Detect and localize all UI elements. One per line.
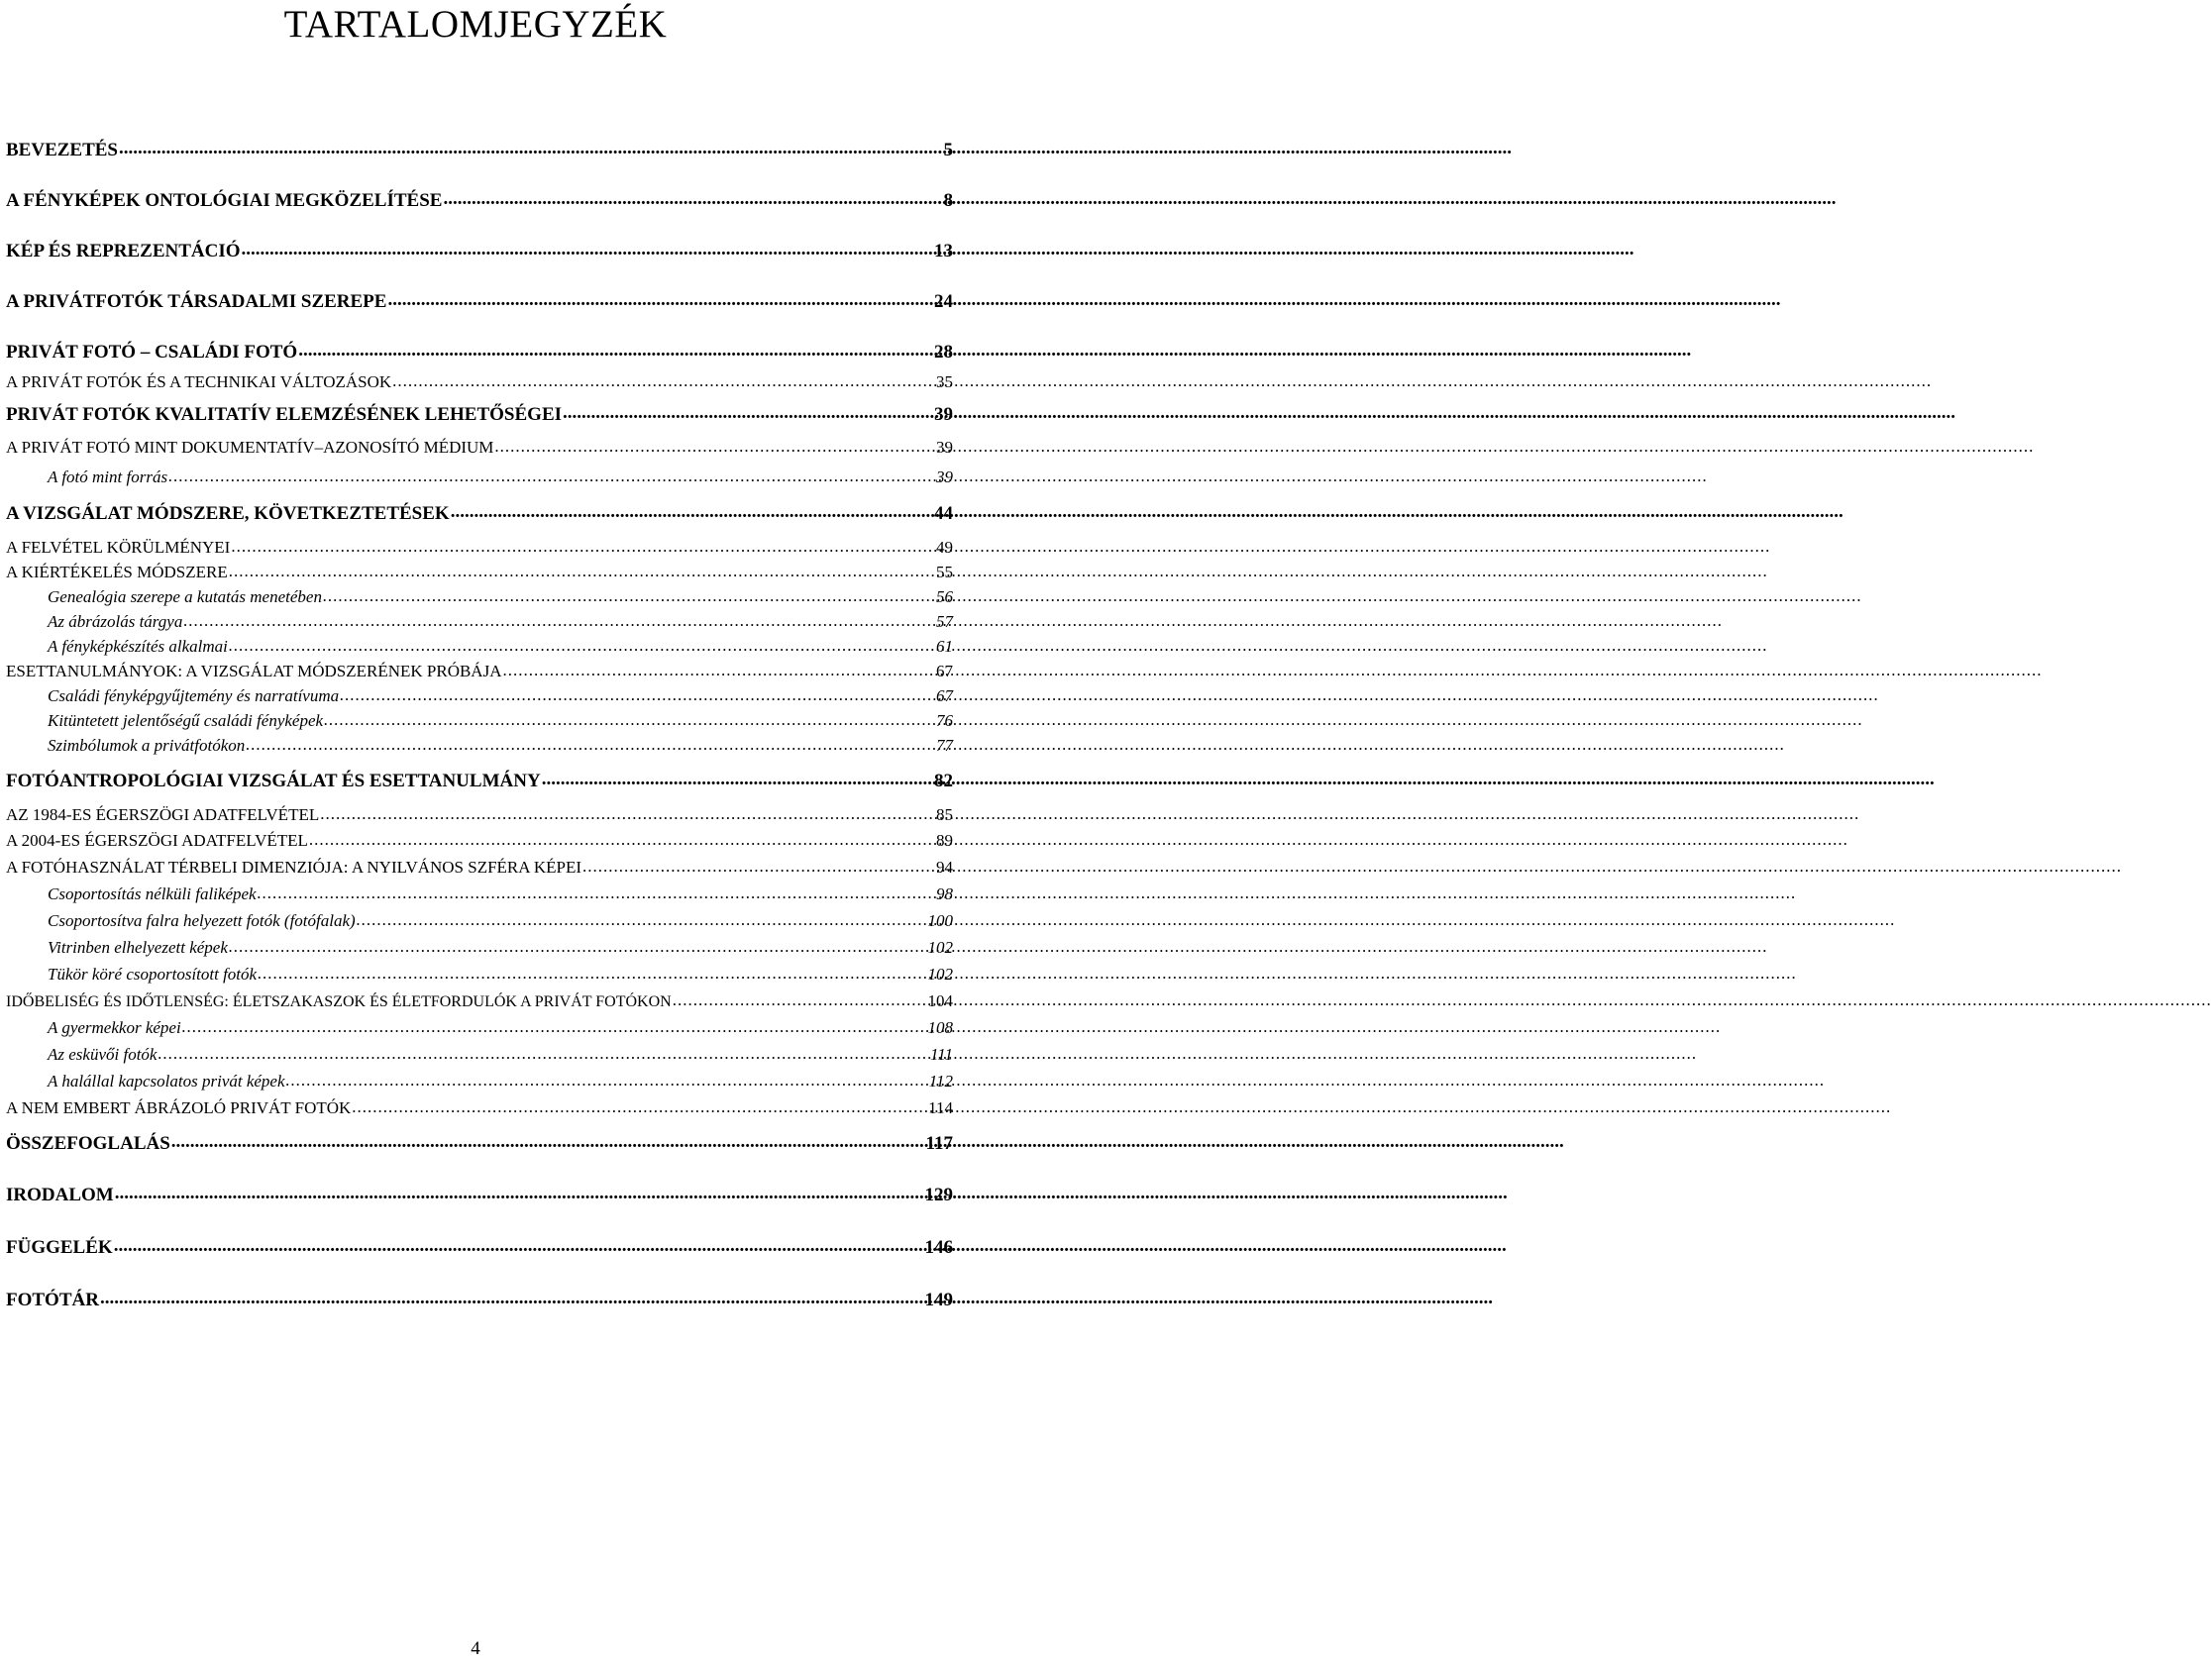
toc-entry-page: 82 [934, 771, 953, 791]
toc-entry-label: Tükör köré csoportosított fotók [48, 965, 258, 984]
toc-entry[interactable] [6, 1096, 953, 1118]
toc-leader [100, 1287, 924, 1305]
toc-entry-page: 117 [925, 1133, 953, 1154]
toc-leader [246, 734, 935, 751]
toc-entry[interactable] [6, 709, 953, 731]
toc-entry[interactable] [6, 1287, 953, 1311]
toc-entry-label: FOTÓANTROPOLÓGIAI VIZSGÁLAT ÉS ESETTANULMÁNY [6, 771, 541, 791]
toc-entry-page: 56 [936, 587, 953, 606]
toc-entry[interactable] [6, 1182, 953, 1206]
toc-leader [171, 1130, 925, 1149]
toc-entry-label: A KIÉRTÉKELÉS MÓDSZERE [6, 563, 228, 581]
toc-entry-page: 104 [927, 991, 953, 1010]
toc-entry-page: 67 [936, 686, 953, 705]
toc-entry-page: 57 [936, 612, 953, 631]
toc-entry[interactable] [6, 1234, 953, 1259]
toc-leader [309, 829, 935, 846]
toc-entry-page: 112 [928, 1072, 953, 1091]
toc-leader [242, 238, 934, 257]
toc-leader [231, 536, 935, 553]
toc-entry[interactable] [6, 238, 953, 262]
toc-entry-label: KÉP ÉS REPREZENTÁCIÓ [6, 241, 241, 261]
toc-entry-page: 24 [934, 291, 953, 312]
toc-entry-page: 55 [936, 563, 953, 581]
toc-leader [451, 500, 933, 519]
toc-entry-label: A FÉNYKÉPEK ONTOLÓGIAI MEGKÖZELÍTÉSE [6, 190, 443, 211]
toc-entry-page: 28 [934, 342, 953, 363]
toc-entry[interactable] [6, 936, 953, 958]
toc-entry[interactable] [6, 288, 953, 313]
toc-entry-page: 98 [936, 884, 953, 903]
toc-entry-label: PRIVÁT FOTÓ – CSALÁDI FOTÓ [6, 342, 298, 363]
toc-leader [563, 401, 933, 420]
toc-leader [182, 1016, 927, 1033]
toc-leader [258, 883, 935, 899]
toc-entry-label: Csoportosítás nélküli faliképek [48, 884, 257, 903]
toc-entry[interactable] [6, 436, 953, 458]
toc-entry-page: 146 [924, 1237, 953, 1258]
toc-entry[interactable] [6, 536, 953, 558]
toc-entry-page: 89 [936, 831, 953, 850]
toc-leader [119, 137, 943, 156]
toc-entry-label: BEVEZETÉS [6, 140, 118, 160]
toc-entry-page: 94 [936, 858, 953, 877]
toc-entry-label: A PRIVÁT FOTÓK ÉS A TECHNIKAI VÁLTOZÁSOK [6, 372, 392, 391]
toc-entry[interactable] [6, 734, 953, 756]
toc-entry-label: A halállal kapcsolatos privát képek [48, 1072, 285, 1091]
toc-entry-page: 67 [936, 662, 953, 680]
toc-entry-label: ESETTANULMÁNYOK: A VIZSGÁLAT MÓDSZERÉNEK PRÓBÁJA [6, 662, 502, 680]
toc-entry-page: 49 [936, 538, 953, 557]
toc-entry-label: Csoportosítva falra helyezett fotók (fotófalak) [48, 911, 356, 930]
page-title: TARTALOMJEGYZÉK [283, 3, 668, 46]
toc-entry[interactable] [6, 610, 953, 632]
toc-entry[interactable] [6, 829, 953, 851]
toc-leader [229, 936, 927, 953]
toc-leader [323, 585, 935, 602]
toc-leader [494, 436, 935, 453]
toc-entry-page: 85 [936, 805, 953, 824]
toc-entry-label: IDŐBELISÉG ÉS IDŐTLENSÉG: ÉLETSZAKASZOK ÉS ÉLETFORDULÓK A PRIVÁT FOTÓKON [6, 993, 672, 1010]
toc-entry-label: A PRIVÁT FOTÓ MINT DOKUMENTATÍV–AZONOSÍTÓ MÉDIUM [6, 438, 494, 457]
toc-leader [114, 1234, 924, 1253]
toc-leader [229, 635, 935, 652]
toc-leader [673, 989, 927, 1006]
toc-entry[interactable] [6, 561, 953, 582]
toc-entry-label: Genealógia szerepe a kutatás menetében [48, 587, 322, 606]
toc-entry[interactable] [6, 856, 953, 878]
toc-entry-label: Családi fényképgyűjtemény és narratívuma [48, 686, 340, 705]
toc-leader [582, 856, 935, 873]
toc-entry-page: 44 [934, 503, 953, 524]
toc-leader [286, 1070, 928, 1087]
toc-entry[interactable] [6, 883, 953, 904]
toc-entry[interactable] [6, 1016, 953, 1038]
toc-entry[interactable] [6, 768, 953, 792]
toc-entry-label: A NEM EMBERT ÁBRÁZOLÓ PRIVÁT FOTÓK [6, 1098, 352, 1117]
toc-leader [392, 370, 935, 387]
toc-entry-page: 129 [924, 1185, 953, 1205]
toc-entry-page: 111 [930, 1045, 953, 1064]
toc-entry[interactable] [6, 370, 953, 392]
toc-entry[interactable] [6, 466, 953, 487]
toc-entry[interactable] [6, 1043, 953, 1065]
toc-entry-label: IRODALOM [6, 1185, 114, 1205]
toc-leader [320, 803, 935, 820]
toc-entry-page: 39 [936, 468, 953, 486]
toc-entry[interactable] [6, 1130, 953, 1155]
toc-entry[interactable] [6, 963, 953, 985]
toc-leader [158, 1043, 929, 1060]
toc-entry[interactable] [6, 909, 953, 931]
toc-entry-page: 8 [943, 190, 953, 211]
toc-entry-label: AZ 1984-ES ÉGERSZÖGI ADATFELVÉTEL [6, 805, 320, 824]
toc-entry-page: 61 [936, 637, 953, 656]
toc-entry-label: A FOTÓHASZNÁLAT TÉRBELI DIMENZIÓJA: A NYILVÁNOS SZFÉRA KÉPEI [6, 858, 582, 877]
toc-entry-label: A 2004-ES ÉGERSZÖGI ADATFELVÉTEL [6, 831, 308, 850]
toc-entry-page: 149 [924, 1290, 953, 1310]
toc-leader [352, 1096, 927, 1113]
toc-entry-label: FÜGGELÉK [6, 1237, 113, 1258]
toc-leader [542, 768, 933, 786]
toc-entry[interactable] [6, 585, 953, 607]
toc-entry[interactable] [6, 187, 953, 212]
toc-entry-page: 13 [934, 241, 953, 261]
toc-entry[interactable] [6, 803, 953, 825]
toc-entry[interactable] [6, 500, 953, 525]
toc-entry-page: 5 [943, 140, 953, 160]
toc-entry-label: A fényképkészítés alkalmai [48, 637, 228, 656]
toc-leader [258, 963, 926, 980]
toc-entry-label: Vitrinben elhelyezett képek [48, 938, 228, 957]
toc-leader [324, 709, 935, 726]
toc-entry-page: 77 [936, 736, 953, 755]
toc-leader [340, 684, 935, 701]
toc-entry-label: Az ábrázolás tárgya [48, 612, 183, 631]
toc-leader [183, 610, 935, 627]
toc-leader [387, 288, 933, 307]
toc-entry[interactable] [6, 401, 953, 426]
toc-leader [443, 187, 942, 206]
toc-entry-page: 35 [936, 372, 953, 391]
toc-entry-page: 76 [936, 711, 953, 730]
toc-entry-label: PRIVÁT FOTÓK KVALITATÍV ELEMZÉSÉNEK LEHETŐSÉGEI [6, 404, 563, 425]
toc-entry-page: 102 [927, 938, 953, 957]
toc-entry[interactable] [6, 1070, 953, 1091]
toc-leader [502, 660, 935, 676]
page-number: 4 [471, 1638, 480, 1659]
toc-entry-label: ÖSSZEFOGLALÁS [6, 1133, 170, 1154]
toc-leader [357, 909, 927, 926]
toc-entry-label: A FELVÉTEL KÖRÜLMÉNYEI [6, 538, 231, 557]
toc-entry-label: A VIZSGÁLAT MÓDSZERE, KÖVETKEZTETÉSEK [6, 503, 450, 524]
toc-entry[interactable] [6, 989, 953, 1011]
toc-entry-page: 114 [928, 1098, 953, 1117]
toc-entry-label: Az esküvői fotók [48, 1045, 158, 1064]
toc-entry-page: 39 [934, 404, 953, 425]
toc-entry-label: A gyermekkor képei [48, 1018, 181, 1037]
toc-leader [115, 1182, 924, 1200]
toc-leader [298, 339, 933, 358]
toc-entry-label: Szimbólumok a privátfotókon [48, 736, 246, 755]
toc-entry[interactable] [6, 137, 953, 161]
toc-entry-page: 39 [936, 438, 953, 457]
toc-entry[interactable] [6, 635, 953, 657]
toc-leader [229, 561, 935, 577]
toc-leader [168, 466, 935, 482]
toc-entry-label: Kitüntetett jelentőségű családi fényképek [48, 711, 324, 730]
toc-entry[interactable] [6, 660, 953, 681]
toc-entry-label: A PRIVÁTFOTÓK TÁRSADALMI SZEREPE [6, 291, 387, 312]
toc-entry[interactable] [6, 684, 953, 706]
toc-entry[interactable] [6, 339, 953, 364]
toc-entry-page: 100 [927, 911, 953, 930]
toc-entry-label: FOTÓTÁR [6, 1290, 99, 1310]
toc-entry-label: A fotó mint forrás [48, 468, 168, 486]
toc-entry-page: 108 [927, 1018, 953, 1037]
toc-entry-page: 102 [927, 965, 953, 984]
